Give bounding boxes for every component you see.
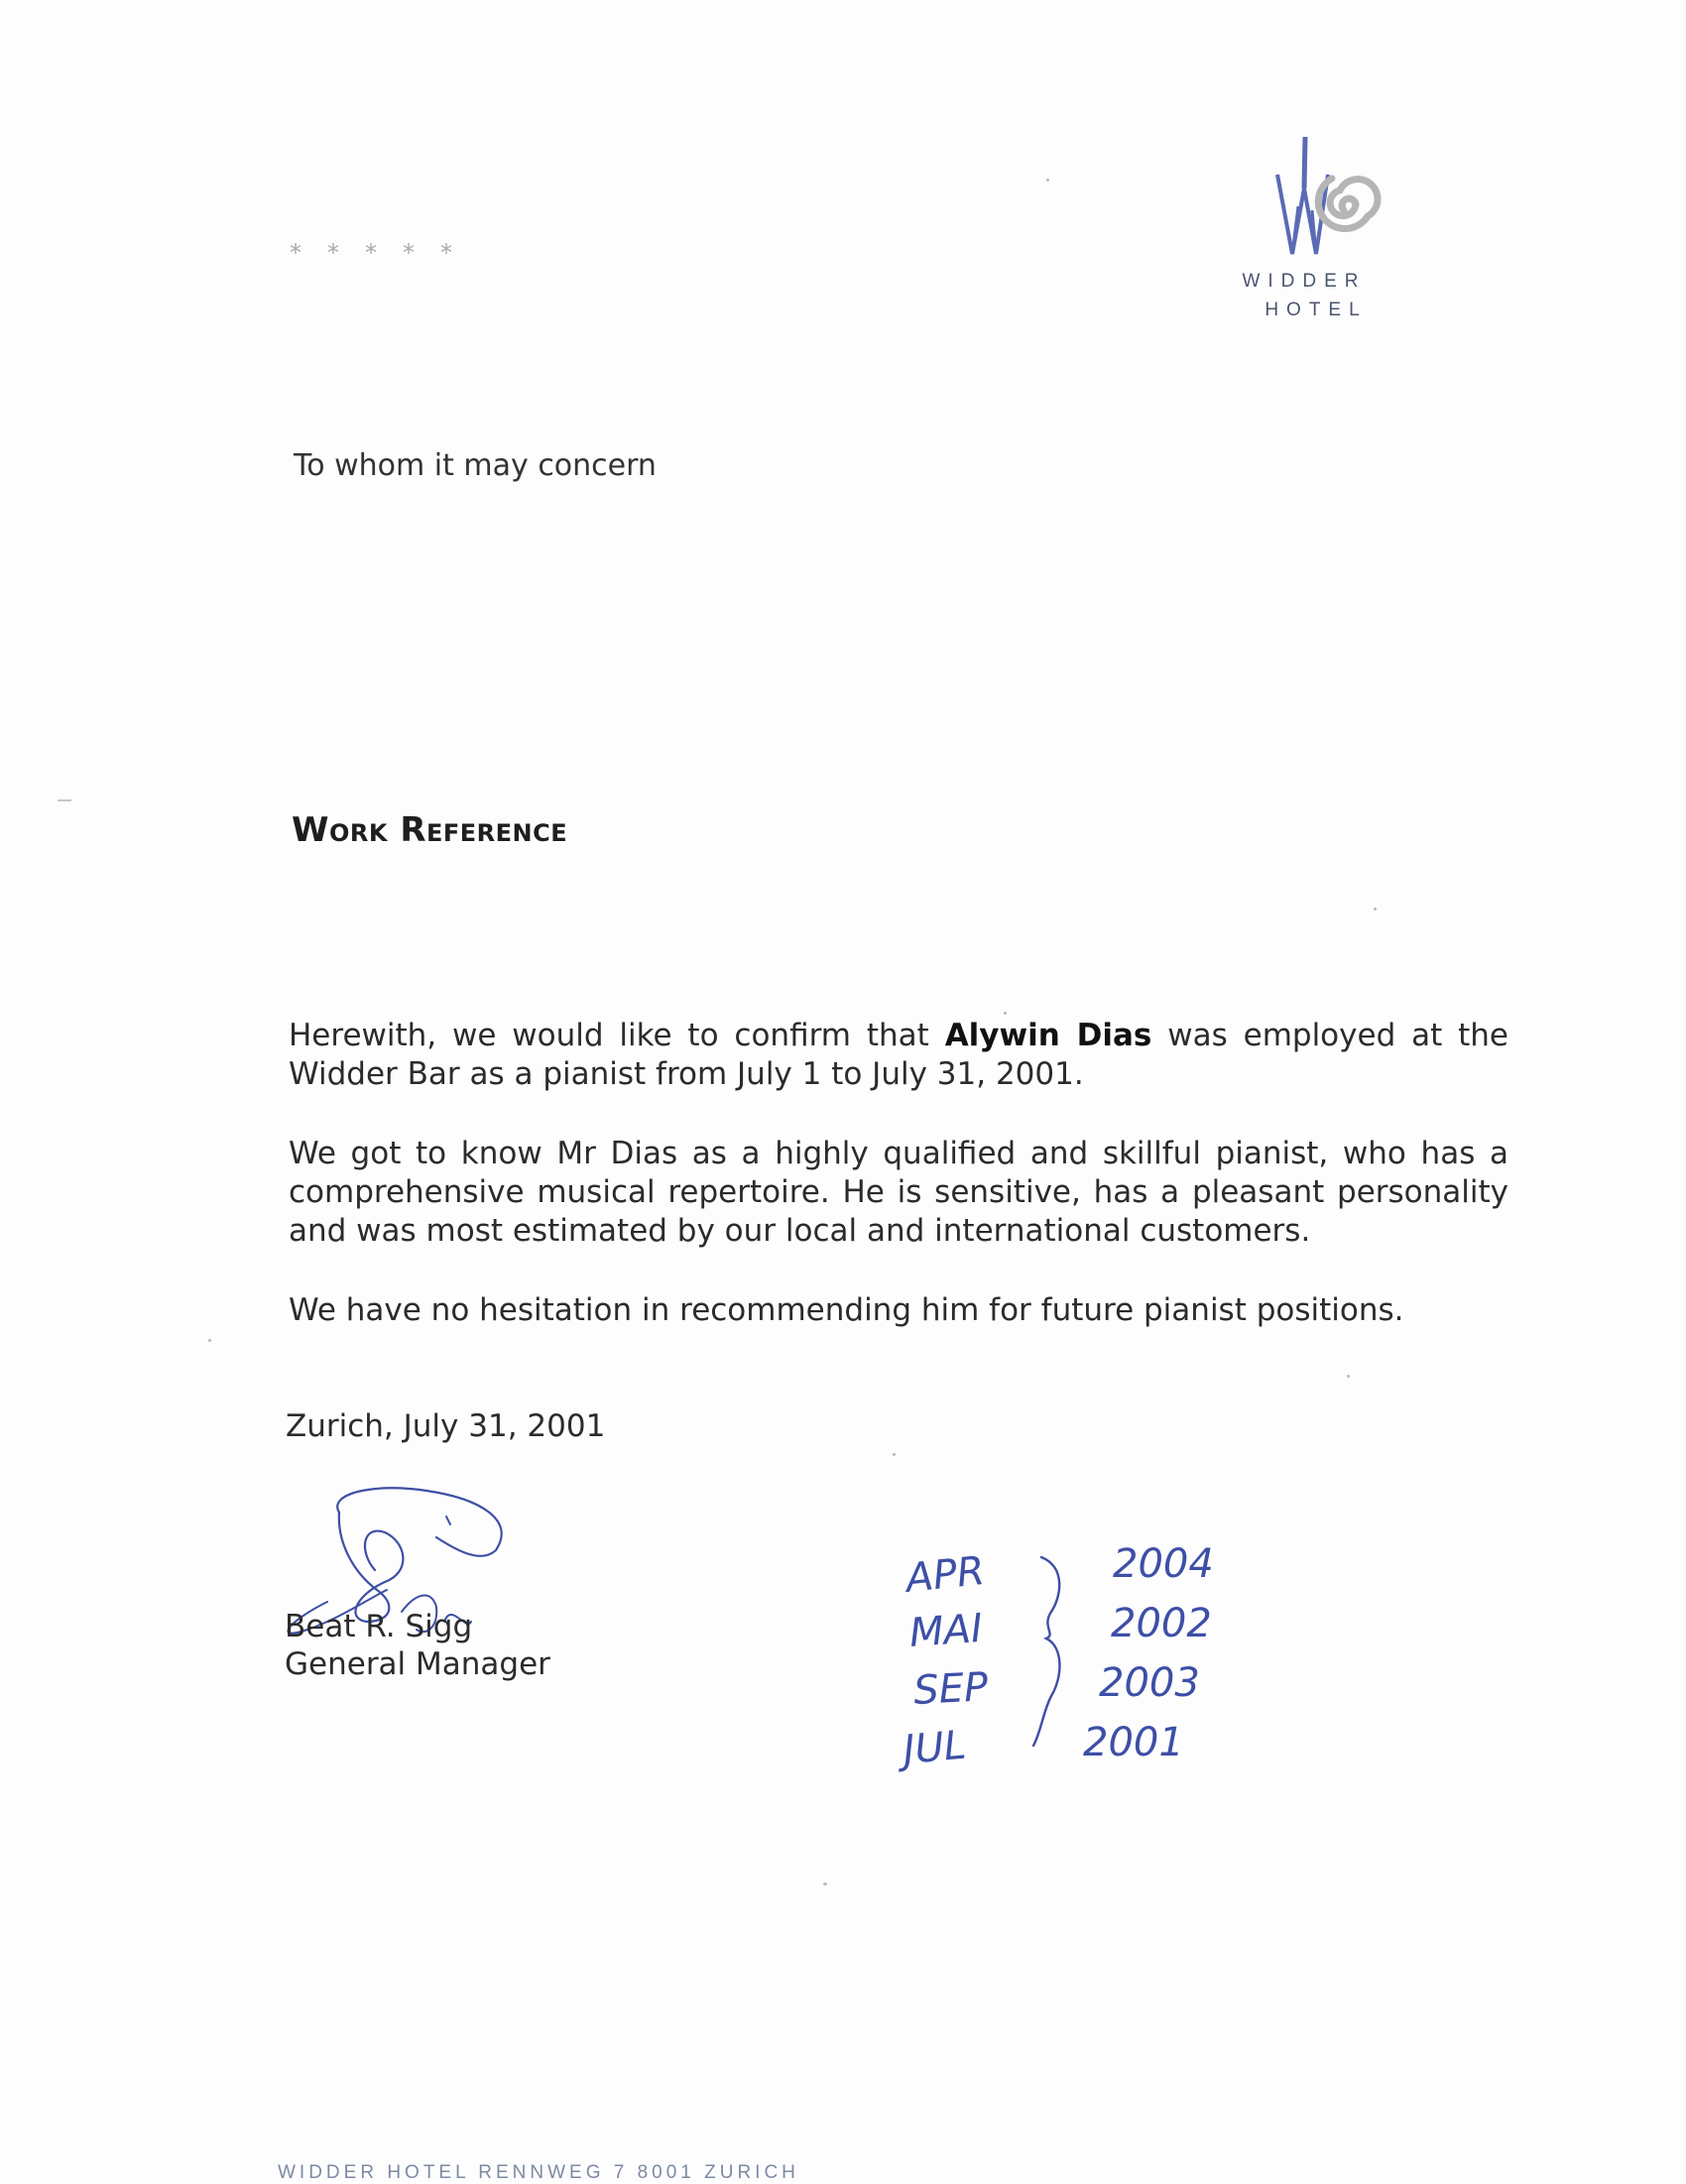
handwritten-year: 2002	[1111, 1601, 1212, 1646]
paragraph-assessment: We got to know Mr Dias as a highly qualified and skillful pianist, who has a comprehensive musical repertoire. He is sensitive, has a pleasant personality and was most estimated by our local and international customers.	[289, 1136, 1508, 1249]
place-date: Zurich, July 31, 2001	[286, 1408, 606, 1444]
letter-title: Work Reference	[292, 810, 568, 850]
rating-stars	[290, 241, 452, 265]
star-icon: *	[440, 239, 452, 267]
paragraph-text: was employed at the Widder Bar as a pianist from July 1 to July 31, 2001.	[289, 1018, 1508, 1092]
star-icon: *	[290, 239, 301, 267]
handwritten-month: APR	[903, 1547, 987, 1602]
handwritten-month: SEP	[912, 1664, 990, 1714]
handwritten-month: JUL	[901, 1722, 968, 1773]
star-icon: *	[327, 239, 339, 267]
hotel-logo	[1235, 127, 1433, 325]
employee-name: Alywin Dias	[944, 1018, 1152, 1053]
handwritten-dates-note	[893, 1527, 1269, 1795]
logo-wordmark-line1: WIDDER	[1242, 271, 1367, 292]
signer-name: Beat R. Sigg	[285, 1609, 473, 1644]
curly-brace-icon	[1033, 1557, 1059, 1746]
scan-speck	[823, 1882, 827, 1885]
widder-w-swirl-logo-icon	[1274, 127, 1393, 256]
handwritten-year: 2003	[1099, 1660, 1200, 1706]
scan-speck	[1046, 179, 1049, 182]
paragraph-recommendation: We have no hesitation in recommending him for future pianist positions.	[289, 1292, 1404, 1328]
scan-speck	[1004, 1012, 1007, 1015]
paragraph-employment	[289, 1017, 1508, 1094]
footer-address: WIDDER HOTEL RENNWEG 7 8001 ZURICH	[278, 2162, 799, 2183]
scan-speck	[1347, 1375, 1350, 1378]
salutation: To whom it may concern	[294, 448, 657, 483]
handwritten-month: MAI	[907, 1605, 985, 1656]
handwritten-year: 2001	[1083, 1720, 1184, 1765]
scan-edge-mark	[58, 799, 71, 801]
logo-wordmark-line2: HOTEL	[1264, 300, 1368, 320]
scan-speck	[208, 1339, 211, 1342]
star-icon: *	[403, 239, 415, 267]
star-icon: *	[365, 239, 377, 267]
scan-speck	[1374, 908, 1377, 910]
signer-title: General Manager	[285, 1646, 550, 1682]
handwritten-year: 2004	[1113, 1541, 1214, 1587]
scan-speck	[893, 1453, 896, 1456]
paragraph-text: Herewith, we would like to confirm that	[289, 1018, 945, 1053]
